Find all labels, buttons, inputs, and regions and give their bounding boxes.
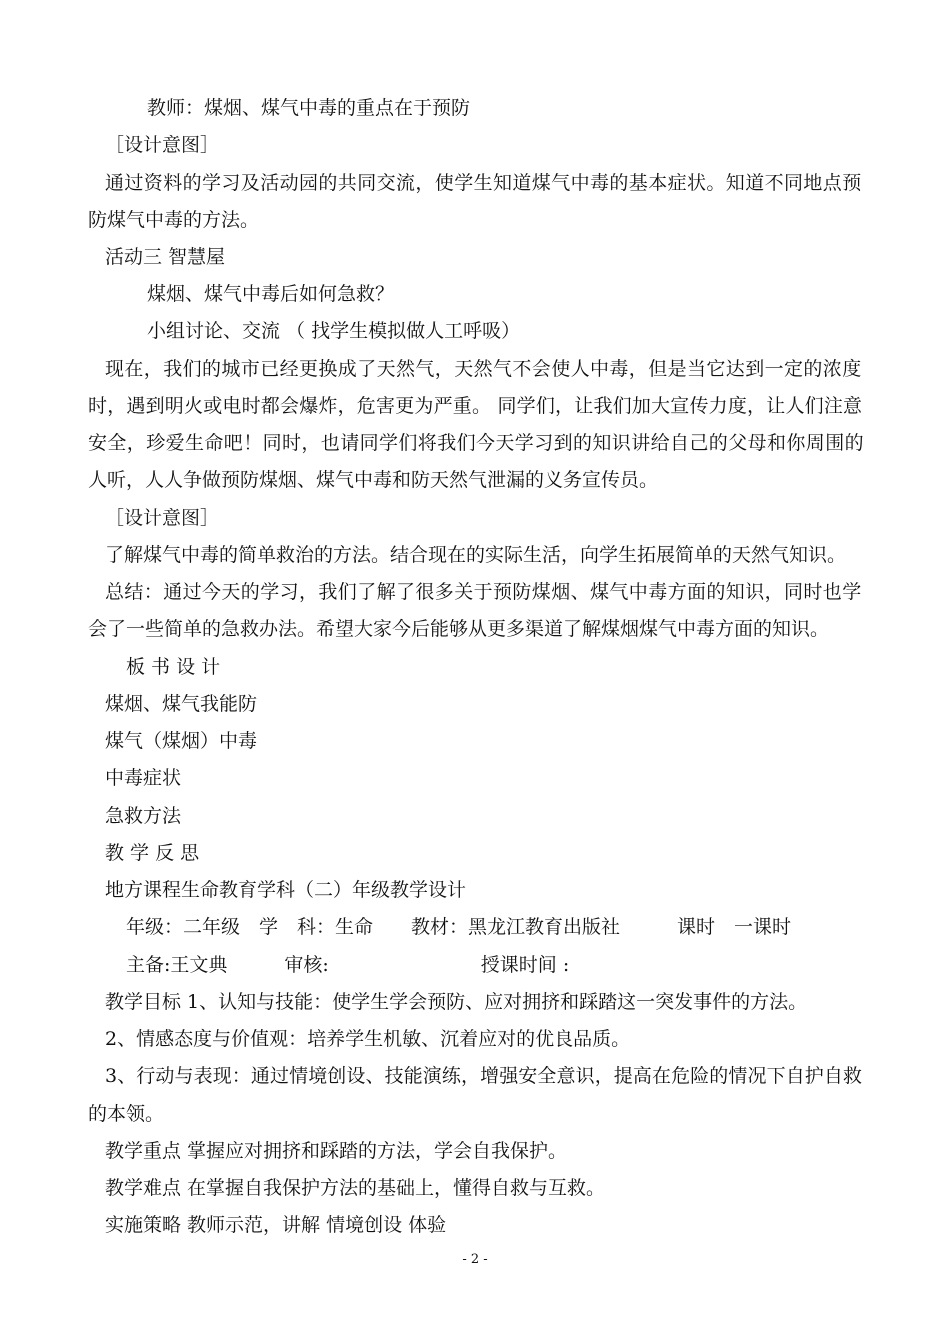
- text-line: 煤烟、煤气中毒后如何急救？: [147, 283, 395, 305]
- text-line: 了解煤气中毒的简单救治的方法。结合现在的实际生活，向学生拓展简单的天然气知识。: [105, 544, 847, 566]
- text-line: 急救方法: [105, 805, 182, 827]
- text-line: 教学目标 1、认知与技能：使学生学会预防、应对拥挤和踩踏这一突发事件的方法。: [105, 991, 808, 1013]
- text-line: 小组讨论、交流 （ 找学生模拟做人工呼吸）: [147, 320, 521, 342]
- text-line: 现在，我们的城市已经更换成了天然气，天然气不会使人中毒，但是当它达到一定的浓度: [105, 358, 862, 380]
- text-line: 会了一些简单的急救办法。希望大家今后能够从更多渠道了解煤烟煤气中毒方面的知识。: [88, 618, 830, 640]
- text-line: 实施策略 教师示范，讲解 情境创设 体验: [105, 1214, 447, 1236]
- text-line: 教学重点 掌握应对拥挤和踩踏的方法，学会自我保护。: [105, 1140, 568, 1162]
- page-number: - 2 -: [462, 1252, 488, 1267]
- text-line: 防煤气中毒的方法。: [88, 209, 260, 231]
- text-line: 活动三 智慧屋: [105, 246, 226, 268]
- text-line: 中毒症状: [105, 767, 182, 789]
- text-line: 地方课程生命教育学科（二）年级教学设计: [105, 879, 467, 901]
- text-line: ［设计意图］: [105, 134, 220, 156]
- text-line: 通过资料的学习及活动园的共同交流，使学生知道煤气中毒的基本症状。知道不同地点预: [105, 172, 862, 194]
- text-line: 教 学 反 思: [105, 842, 200, 864]
- text-line: 年级：二年级 学 科：生命 教材：黑龙江教育出版社 课时 一课时: [126, 916, 792, 938]
- text-line: 煤烟、煤气我能防: [105, 693, 258, 715]
- text-line: 主备:王文典 审核: 授课时间 :: [126, 954, 570, 976]
- text-line: 时，遇到明火或电时都会爆炸，危害更为严重。 同学们，让我们加大宣传力度，让人们注意: [88, 395, 863, 417]
- text-line: 的本领。: [88, 1103, 165, 1125]
- text-line: 教师：煤烟、煤气中毒的重点在于预防: [147, 97, 471, 119]
- text-line: 总结：通过今天的学习，我们了解了很多关于预防煤烟、煤气中毒方面的知识，同时也学: [105, 581, 862, 603]
- text-line: 安全，珍爱生命吧！同时，也请同学们将我们今天学习到的知识讲给自己的父母和你周围的: [88, 432, 865, 454]
- text-line: 教学难点 在掌握自我保护方法的基础上，懂得自救与互救。: [105, 1177, 606, 1199]
- text-line: 板 书 设 计: [126, 656, 221, 678]
- text-line: 人听，人人争做预防煤烟、煤气中毒和防天然气泄漏的义务宣传员。: [88, 469, 659, 491]
- text-line: ［设计意图］: [105, 507, 220, 529]
- text-line: 2、情感态度与价值观：培养学生机敏、沉着应对的优良品质。: [105, 1028, 631, 1050]
- text-line: 煤气（煤烟）中毒: [105, 730, 258, 752]
- text-line: 3、行动与表现：通过情境创设、技能演练，增强安全意识，提高在危险的情况下自护自救: [105, 1065, 863, 1087]
